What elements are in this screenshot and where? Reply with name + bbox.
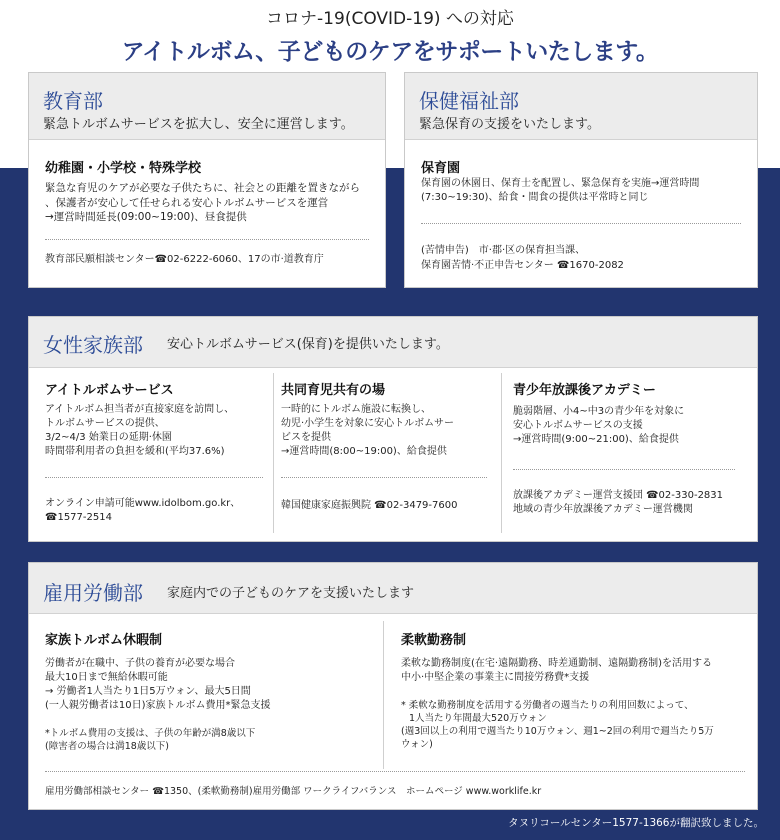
body-line: →運営時間(8:00~19:00)、給食提供 [281, 446, 447, 457]
section-body [45, 657, 379, 713]
page-title: アイトルボム、子どものケアをサポートいたします。 [121, 39, 659, 65]
body-line: 時間帯利用者の負担を緩和(平均37.6%) [45, 446, 225, 457]
header-line1: コロナ-19(COVID-19) への対応 [266, 9, 514, 29]
translation-credit: タヌリコールセンター1577-1366が翻訳致しました。 [508, 817, 764, 829]
body-line: ビスを提供 [281, 432, 331, 443]
contact-text: 韓国健康家庭振興院 ☎02-3479-7600 [281, 500, 458, 511]
dept-title: 雇用労働部 [43, 581, 143, 605]
section-body [401, 657, 753, 685]
footnote [401, 699, 753, 751]
dept-subtitle: 緊急トルボムサービスを拡大し、安全に運営します。 [43, 117, 354, 132]
section-title: 青少年放課後アカデミー [513, 383, 656, 398]
body-line: (7:30~19:30)、給食・間食の提供は平常時と同じ [421, 192, 649, 203]
body-line: 労働者が在職中、子供の養育が必要な場合 [45, 658, 235, 669]
divider [45, 477, 263, 478]
contact-line: オンライン申請可能www.idolbom.go.kr、 [45, 498, 241, 509]
health-card [404, 72, 758, 288]
contact-text: 教育部民願相談センター☎02-6222-6060、17の市·道教育庁 [45, 254, 324, 265]
body-line: 最大10日まで無給休暇可能 [45, 672, 168, 683]
body-line: 柔軟な勤務制度(在宅·遠隔勤務、時差通勤制、遠隔勤務制)を活用する [401, 658, 712, 669]
body-line: →運営時間延長(09:00~19:00)、昼食提供 [45, 211, 247, 223]
section-title: 共同育児共有の場 [281, 383, 386, 398]
contact-text [45, 497, 269, 525]
divider [45, 771, 745, 772]
section-title: 家族トルボム休暇制 [45, 633, 163, 648]
dept-subtitle: 緊急保育の支援をいたします。 [419, 117, 600, 132]
body-line: 3/2~4/3 始業日の延期·休園 [45, 432, 172, 443]
body-line: トルボムサービスの提供、 [45, 418, 165, 429]
column-divider [501, 373, 502, 533]
labor-card [28, 562, 758, 810]
divider [281, 477, 487, 478]
contact-line: ☎1577-2514 [45, 512, 112, 523]
contact-line: (苦情申告) 市·郡·区の保育担当課、 [421, 245, 586, 256]
section-body [45, 403, 269, 459]
note-line: *トルボム費用の支援は、子供の年齢が満8歳以下 [45, 728, 256, 739]
section-body [281, 403, 495, 459]
note-line: (障害者の場合は満18歳以下) [45, 741, 170, 752]
divider [421, 223, 741, 224]
note-line: * 柔軟な勤務制度を活用する労働者の週当たりの利用回数によって、 [401, 700, 694, 711]
education-card [28, 72, 386, 288]
body-line: 幼児·小学生を対象に安心トルボムサー [281, 418, 454, 429]
section-body [421, 177, 751, 205]
dept-subtitle: 家庭内での子どものケアを支援いたします [167, 586, 415, 601]
contact-line: 放課後アカデミー運営支援団 ☎02-330-2831 [513, 490, 724, 501]
contact-text [513, 489, 751, 517]
body-line: 緊急な育児のケアが必要な子供たちに、社会との距離を置きながら [45, 182, 360, 194]
body-line: 脆弱階層、小4~中3の青少年を対象に [513, 406, 685, 417]
body-line: (一人親労働者は10日)家族トルボム費用*緊急支援 [45, 700, 271, 711]
body-line: 一時的にトルボム施設に転換し、 [281, 404, 431, 415]
body-line: → 労働者1人当たり1日5万ウォン、最大5日間 [45, 686, 251, 697]
women-family-card [28, 316, 758, 542]
body-line: アイトルボム担当者が直接家庭を訪問し、 [45, 404, 235, 415]
divider [513, 469, 735, 470]
footnote [45, 727, 379, 753]
body-line: 中小·中堅企業の事業主に間接労務費*支援 [401, 672, 590, 683]
divider [45, 239, 369, 240]
body-line: 保育園の休園日、保育士を配置し、緊急保育を実施→運営時間 [421, 178, 700, 189]
dept-subtitle: 安心トルボムサービス(保育)を提供いたします。 [167, 337, 449, 352]
note-line: (週3回以上の利用で週当たり10万ウォン、週1~2回の利用で週当たり5万 [401, 726, 714, 737]
column-divider [273, 373, 274, 533]
dept-title: 保健福祉部 [419, 89, 519, 113]
section-body [45, 181, 381, 225]
column-divider [383, 621, 384, 769]
dept-title: 教育部 [43, 89, 103, 113]
contact-text: 雇用労働部相談センター ☎1350、(柔軟勤務制)雇用労働部 ワークライフバランス ホームページ www.worklife.kr [45, 786, 542, 797]
note-line: ウォン) [401, 739, 433, 750]
contact-text [421, 243, 751, 273]
dept-title: 女性家族部 [43, 333, 143, 357]
section-title: アイトルボムサービス [45, 383, 174, 398]
section-title: 幼稚園・小学校・特殊学校 [45, 161, 202, 176]
body-line: 、保護者が安心して任せられる安心トルボムサービスを運営 [45, 196, 329, 209]
contact-line: 保育園苦情·不正申告センター ☎1670-2082 [421, 260, 624, 271]
contact-line: 地域の青少年放課後アカデミー運営機関 [513, 504, 693, 515]
section-body [513, 405, 749, 447]
note-line: 1人当たり年間最大520万ウォン [409, 713, 547, 724]
section-title: 保育園 [421, 161, 461, 176]
body-line: 安心トルボムサービスの支援 [513, 420, 643, 431]
section-title: 柔軟勤務制 [401, 633, 467, 648]
body-line: →運営時間(9:00~21:00)、給食提供 [513, 434, 679, 445]
